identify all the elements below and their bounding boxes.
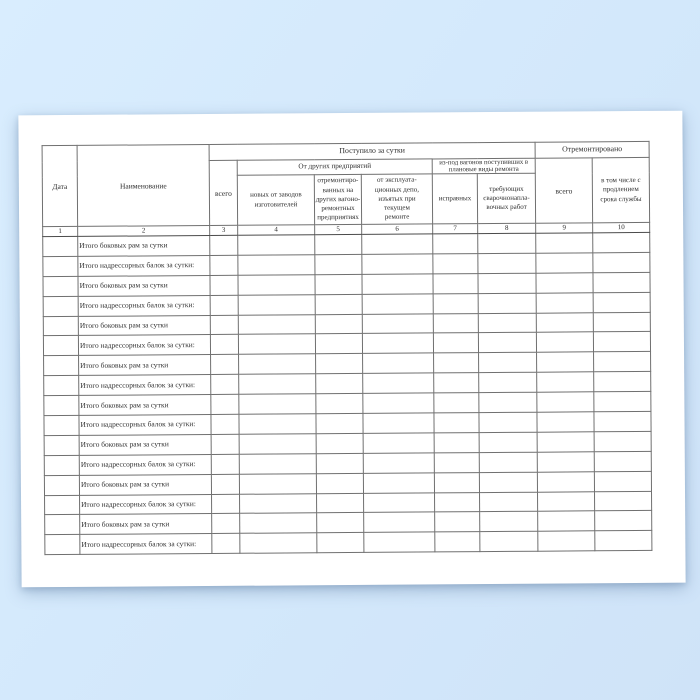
- column-number: 9: [536, 223, 593, 233]
- data-cell: [238, 314, 315, 334]
- data-cell: [315, 314, 362, 334]
- header-group-from-other: От других предприятий: [237, 159, 432, 175]
- column-number: 10: [593, 222, 650, 232]
- data-cell: [212, 514, 240, 534]
- name-cell: Итого боковых рам за сутки: [79, 355, 211, 376]
- data-cell: [364, 493, 435, 513]
- column-number: 8: [478, 223, 536, 233]
- paper-sheet: [18, 111, 685, 588]
- data-cell: [362, 294, 433, 314]
- data-cell: [316, 394, 363, 414]
- data-cell: [480, 492, 538, 512]
- data-cell: [210, 275, 238, 295]
- name-cell: Итого надрессорных балок за сутки:: [79, 415, 211, 436]
- data-cell: [317, 493, 364, 513]
- data-cell: [240, 533, 317, 553]
- data-cell: [240, 513, 317, 533]
- data-cell: [538, 491, 595, 511]
- data-cell: [594, 372, 651, 392]
- data-cell: [538, 511, 595, 531]
- name-cell: Итого надрессорных балок за сутки:: [80, 494, 212, 515]
- data-cell: [537, 412, 594, 432]
- journal-table: [42, 141, 653, 555]
- data-cell: [593, 272, 650, 292]
- data-cell: [238, 255, 315, 275]
- data-cell: [210, 235, 238, 255]
- data-cell: [317, 513, 364, 533]
- name-cell: Итого надрессорных балок за сутки:: [78, 295, 210, 316]
- data-cell: [239, 414, 316, 434]
- data-cell: [363, 393, 434, 413]
- data-cell: [363, 473, 434, 493]
- data-cell: [363, 413, 434, 433]
- data-cell: [239, 473, 316, 493]
- data-cell: [239, 434, 316, 454]
- date-cell: [43, 276, 78, 296]
- data-cell: [478, 273, 536, 293]
- date-cell: [43, 296, 78, 316]
- data-cell: [362, 274, 433, 294]
- data-cell: [537, 352, 594, 372]
- header-life-extension: в том числе с продлением срока службы: [592, 157, 649, 222]
- date-cell: [44, 396, 79, 416]
- date-cell: [44, 435, 79, 455]
- date-cell: [44, 356, 79, 376]
- data-cell: [593, 232, 650, 252]
- data-cell: [478, 253, 536, 273]
- name-cell: Итого надрессорных балок за сутки:: [79, 375, 211, 396]
- data-cell: [536, 292, 593, 312]
- data-cell: [537, 471, 594, 491]
- date-cell: [43, 336, 78, 356]
- data-cell: [478, 313, 536, 333]
- data-cell: [211, 454, 239, 474]
- data-cell: [212, 534, 240, 554]
- data-cell: [434, 413, 479, 433]
- data-cell: [239, 394, 316, 414]
- date-cell: [44, 415, 79, 435]
- data-cell: [434, 353, 479, 373]
- data-cell: [594, 451, 651, 471]
- data-cell: [211, 394, 239, 414]
- data-cell: [594, 392, 651, 412]
- data-cell: [210, 315, 238, 335]
- data-cell: [479, 472, 537, 492]
- data-cell: [435, 492, 480, 512]
- name-cell: Итого боковых рам за сутки: [78, 315, 210, 336]
- date-cell: [44, 376, 79, 396]
- name-cell: Итого надрессорных балок за сутки:: [78, 255, 210, 276]
- data-cell: [240, 493, 317, 513]
- data-cell: [479, 452, 537, 472]
- column-number: 3: [210, 225, 238, 235]
- data-cell: [210, 295, 238, 315]
- header-name: Наименование: [77, 144, 210, 226]
- header-from-depots: от эксплуата- ционных депо, изъятых при текущем ремонте: [361, 174, 432, 224]
- header-repaired-total: всего: [535, 158, 592, 223]
- name-cell: Итого боковых рам за сутки: [80, 514, 212, 535]
- data-cell: [316, 473, 363, 493]
- data-cell: [537, 432, 594, 452]
- data-cell: [210, 335, 238, 355]
- data-cell: [239, 354, 316, 374]
- date-cell: [45, 535, 80, 555]
- data-cell: [316, 433, 363, 453]
- data-cell: [537, 372, 594, 392]
- name-cell: Итого боковых рам за сутки: [79, 395, 211, 416]
- column-number: 1: [43, 226, 78, 236]
- column-number: 7: [433, 224, 478, 234]
- data-cell: [316, 453, 363, 473]
- data-cell: [435, 532, 480, 552]
- data-cell: [211, 434, 239, 454]
- table-row: [45, 531, 652, 555]
- column-number: 6: [362, 224, 433, 234]
- name-cell: Итого боковых рам за сутки: [79, 434, 211, 455]
- header-needs-welding: требующих сварочнонапла- вочных работ: [477, 173, 535, 223]
- data-cell: [317, 533, 364, 553]
- data-cell: [595, 511, 652, 531]
- name-cell: Итого боковых рам за сутки: [78, 235, 210, 256]
- data-cell: [315, 334, 362, 354]
- data-cell: [479, 353, 537, 373]
- data-cell: [479, 392, 537, 412]
- data-cell: [593, 252, 650, 272]
- data-cell: [594, 411, 651, 431]
- name-cell: Итого надрессорных балок за сутки:: [78, 335, 210, 356]
- data-cell: [363, 433, 434, 453]
- data-cell: [536, 332, 593, 352]
- header-date: Дата: [42, 145, 78, 226]
- data-cell: [479, 432, 537, 452]
- name-cell: Итого боковых рам за сутки: [79, 474, 211, 495]
- data-cell: [593, 332, 650, 352]
- data-cell: [478, 233, 536, 253]
- date-cell: [43, 316, 78, 336]
- data-cell: [480, 512, 538, 532]
- data-cell: [536, 273, 593, 293]
- data-cell: [316, 413, 363, 433]
- name-cell: Итого надрессорных балок за сутки:: [80, 534, 212, 555]
- data-cell: [211, 355, 239, 375]
- column-number: 2: [78, 225, 210, 236]
- data-cell: [536, 253, 593, 273]
- data-cell: [435, 512, 480, 532]
- data-cell: [479, 372, 537, 392]
- data-cell: [316, 354, 363, 374]
- header-new-from-plants: новых от заводов изготовителей: [237, 175, 314, 226]
- data-cell: [363, 353, 434, 373]
- data-cell: [239, 454, 316, 474]
- data-cell: [238, 294, 315, 314]
- data-cell: [594, 431, 651, 451]
- data-cell: [594, 352, 651, 372]
- date-cell: [43, 256, 78, 276]
- data-cell: [238, 334, 315, 354]
- data-cell: [364, 512, 435, 532]
- data-cell: [538, 531, 595, 551]
- data-cell: [362, 333, 433, 353]
- data-cell: [537, 392, 594, 412]
- date-cell: [44, 455, 79, 475]
- header-group-repaired: Отремонтировано: [535, 141, 649, 158]
- data-cell: [434, 433, 479, 453]
- header-total: всего: [209, 160, 237, 225]
- data-cell: [238, 275, 315, 295]
- data-cell: [363, 373, 434, 393]
- data-cell: [433, 313, 478, 333]
- table-header: [42, 141, 650, 236]
- date-cell: [43, 236, 78, 256]
- table-body: [43, 232, 652, 554]
- data-cell: [433, 293, 478, 313]
- data-cell: [362, 313, 433, 333]
- date-cell: [45, 515, 80, 535]
- data-cell: [315, 254, 362, 274]
- data-cell: [316, 374, 363, 394]
- data-cell: [315, 234, 362, 254]
- date-cell: [45, 495, 80, 515]
- header-group-from-wagons: из-под вагонов поступивших в плановые виды ремонта: [432, 158, 535, 174]
- data-cell: [433, 333, 478, 353]
- column-number: 5: [315, 224, 362, 234]
- date-cell: [44, 475, 79, 495]
- data-cell: [315, 294, 362, 314]
- data-cell: [536, 312, 593, 332]
- name-cell: Итого боковых рам за сутки: [78, 275, 210, 296]
- data-cell: [315, 274, 362, 294]
- data-cell: [536, 233, 593, 253]
- data-cell: [211, 375, 239, 395]
- data-cell: [433, 254, 478, 274]
- data-cell: [434, 373, 479, 393]
- data-cell: [433, 273, 478, 293]
- data-cell: [478, 293, 536, 313]
- data-cell: [434, 472, 479, 492]
- data-cell: [595, 531, 652, 551]
- data-cell: [363, 453, 434, 473]
- column-number: 4: [238, 225, 315, 236]
- data-cell: [478, 333, 536, 353]
- data-cell: [593, 292, 650, 312]
- data-cell: [594, 471, 651, 491]
- data-cell: [433, 234, 478, 254]
- data-cell: [211, 474, 239, 494]
- header-group-received: Поступило за сутки: [209, 142, 535, 160]
- data-cell: [434, 452, 479, 472]
- data-cell: [362, 234, 433, 254]
- data-cell: [210, 255, 238, 275]
- data-cell: [480, 532, 538, 552]
- data-cell: [364, 532, 435, 552]
- header-serviceable: исправных: [432, 174, 477, 224]
- data-cell: [593, 312, 650, 332]
- data-cell: [211, 414, 239, 434]
- data-cell: [212, 494, 240, 514]
- data-cell: [362, 254, 433, 274]
- data-cell: [239, 374, 316, 394]
- header-repaired-other: отремонтиро- ванных на других вагоно- ремонтных предприятиях: [314, 174, 361, 224]
- data-cell: [434, 393, 479, 413]
- data-cell: [238, 235, 315, 255]
- data-cell: [595, 491, 652, 511]
- data-cell: [479, 412, 537, 432]
- data-cell: [537, 452, 594, 472]
- name-cell: Итого надрессорных балок за сутки:: [79, 454, 211, 475]
